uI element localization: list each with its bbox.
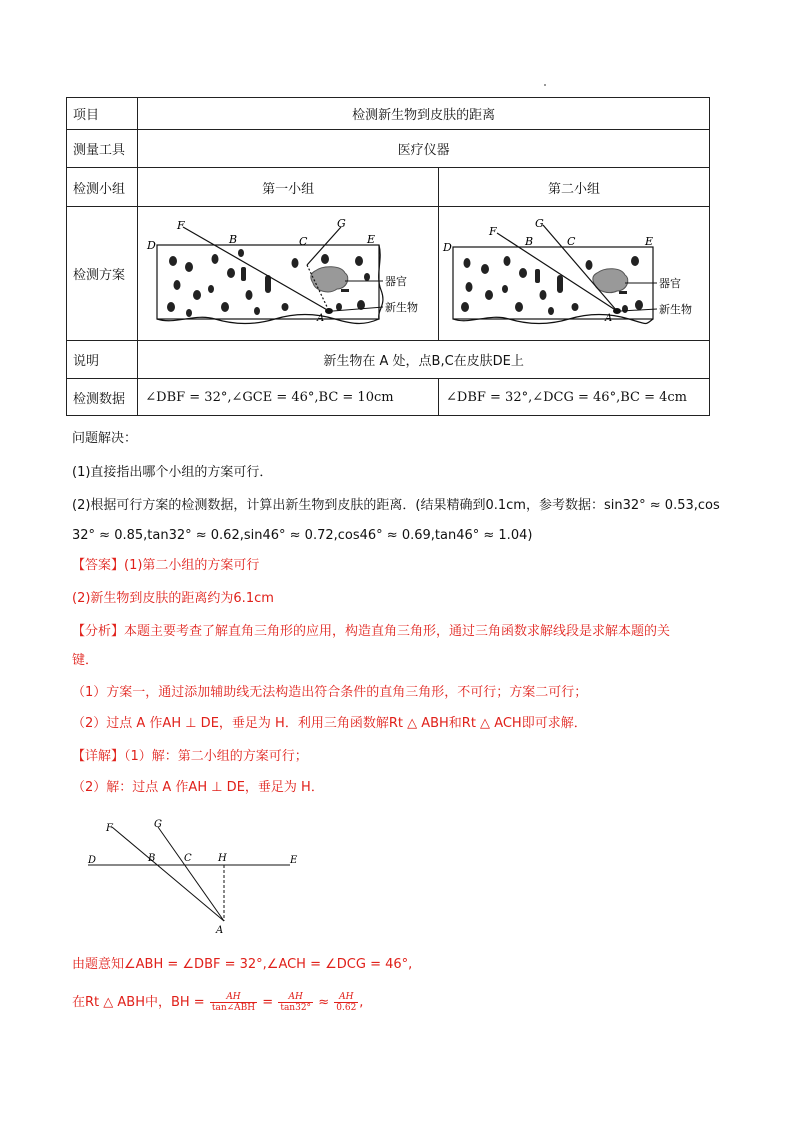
answer-line1 [72,557,259,575]
group1-scheme [138,207,439,341]
label-g: G [535,216,544,230]
label-d: D [147,238,156,252]
answer-2: (2)新生物到皮肤的距离约为6.1cm [72,591,274,606]
label-organ: 器官 [659,276,681,290]
detail-1: （1）解：第二小组的方案可行； [124,749,308,764]
table-row [67,207,710,341]
group1-heading: 第一小组 [138,168,439,207]
label-organ: 器官 [385,274,408,288]
skin-diagram-1 [145,215,431,333]
label-e: E [367,232,376,246]
frac-num: AH [278,992,313,1003]
label-growth: 新生物 [659,302,692,316]
problem-heading: 问题解决： [72,431,138,446]
detail-4-prefix: 在Rt △ ABH中，BH = [72,995,209,1010]
answer-1: (1)第二小组的方案可行 [124,558,260,573]
label-f: F [177,218,185,232]
frac-num: AH [334,992,358,1003]
detail-4 [72,990,363,1016]
organ-shape [311,266,348,291]
frac-den: tan∠ABH [211,1003,256,1013]
row-label: 检测数据 [67,379,138,416]
label-g: G [337,216,346,230]
label-c: C [184,853,192,864]
analysis-line2: 键． [72,653,99,668]
detail-4-suffix: , [359,995,364,1010]
label-f: F [489,224,497,238]
label-a: A [216,925,224,935]
question-1: (1)直接指出哪个小组的方案可行． [72,465,273,480]
table-row [67,379,710,416]
label-h: H [218,853,227,864]
label-b: B [229,232,238,246]
equals-sign: = [262,995,274,1010]
detail-3: 由题意知∠ABH = ∠DBF = 32°,∠ACH = ∠DCG = 46°, [72,957,413,972]
detail-line1 [72,748,308,766]
label-a: A [605,312,613,324]
analysis-point-1: （1）方案一，通过添加辅助线无法构造出符合条件的直角三角形，不可行；方案二可行； [72,685,588,700]
group2-heading: 第二小组 [439,168,710,207]
fraction-3 [334,992,358,1013]
row-value: 检测新生物到皮肤的距离 [138,98,710,130]
row-value: 医疗仪器 [138,130,710,168]
label-c: C [567,234,576,248]
label-e: E [290,855,298,866]
analysis-tag: 【分析】 [72,624,125,639]
label-c: C [299,234,308,248]
group2-scheme [439,207,710,341]
frac-den: 0.62 [336,1003,357,1013]
detection-table [66,97,710,416]
group1-data: ∠DBF = 32°,∠GCE = 46°,BC = 10cm [138,379,439,416]
label-b: B [148,853,156,864]
approx-sign: ≈ [318,995,330,1010]
row-label: 检测方案 [67,207,138,341]
label-d: D [88,855,97,866]
fraction-2 [278,992,313,1013]
speck [544,84,546,86]
skin-diagram-2 [439,215,709,333]
label-a: A [317,312,325,324]
table-row [67,168,710,207]
detail-tag: 【详解】 [72,749,125,764]
analysis-point-2: （2）过点 A 作AH ⊥ DE，垂足为 H．利用三角函数解Rt △ ABH和Rt △ ACH即可求解． [72,716,587,731]
analysis-text: 本题主要考查了解直角三角形的应用，构造直角三角形，通过三角函数求解线段是求解本题的关 [124,624,671,639]
question-2-line1: (2)根据可行方案的检测数据，计算出新生物到皮肤的距离．(结果精确到0.1cm，参考数据：sin32° ≈ 0.53,cos [72,498,720,513]
frac-den: tan32° [280,1003,312,1013]
row-value: 新生物在 A 处，点B,C在皮肤DE上 [138,341,710,379]
label-growth: 新生物 [385,300,419,314]
detail-2: （2）解：过点 A 作AH ⊥ DE，垂足为 H． [72,780,324,795]
label-f: F [106,823,113,834]
row-label: 说明 [67,341,138,379]
analysis-line1 [72,623,670,641]
row-label: 项目 [67,98,138,130]
group2-data: ∠DBF = 32°,∠DCG = 46°,BC = 4cm [439,379,710,416]
label-d: D [443,240,452,254]
table-row [67,98,710,130]
fraction-1 [210,992,257,1013]
frac-num: AH [210,992,257,1003]
label-g: G [154,819,162,830]
row-label: 测量工具 [67,130,138,168]
table-row [67,130,710,168]
label-e: E [645,234,654,248]
label-b: B [525,234,534,248]
solution-diagram [80,815,310,935]
table-row [67,341,710,379]
question-2-line2: 32° ≈ 0.85,tan32° ≈ 0.62,sin46° ≈ 0.72,cos46° ≈ 0.69,tan46° ≈ 1.04) [72,528,533,543]
row-label: 检测小组 [67,168,138,207]
answer-tag: 【答案】 [72,558,125,573]
